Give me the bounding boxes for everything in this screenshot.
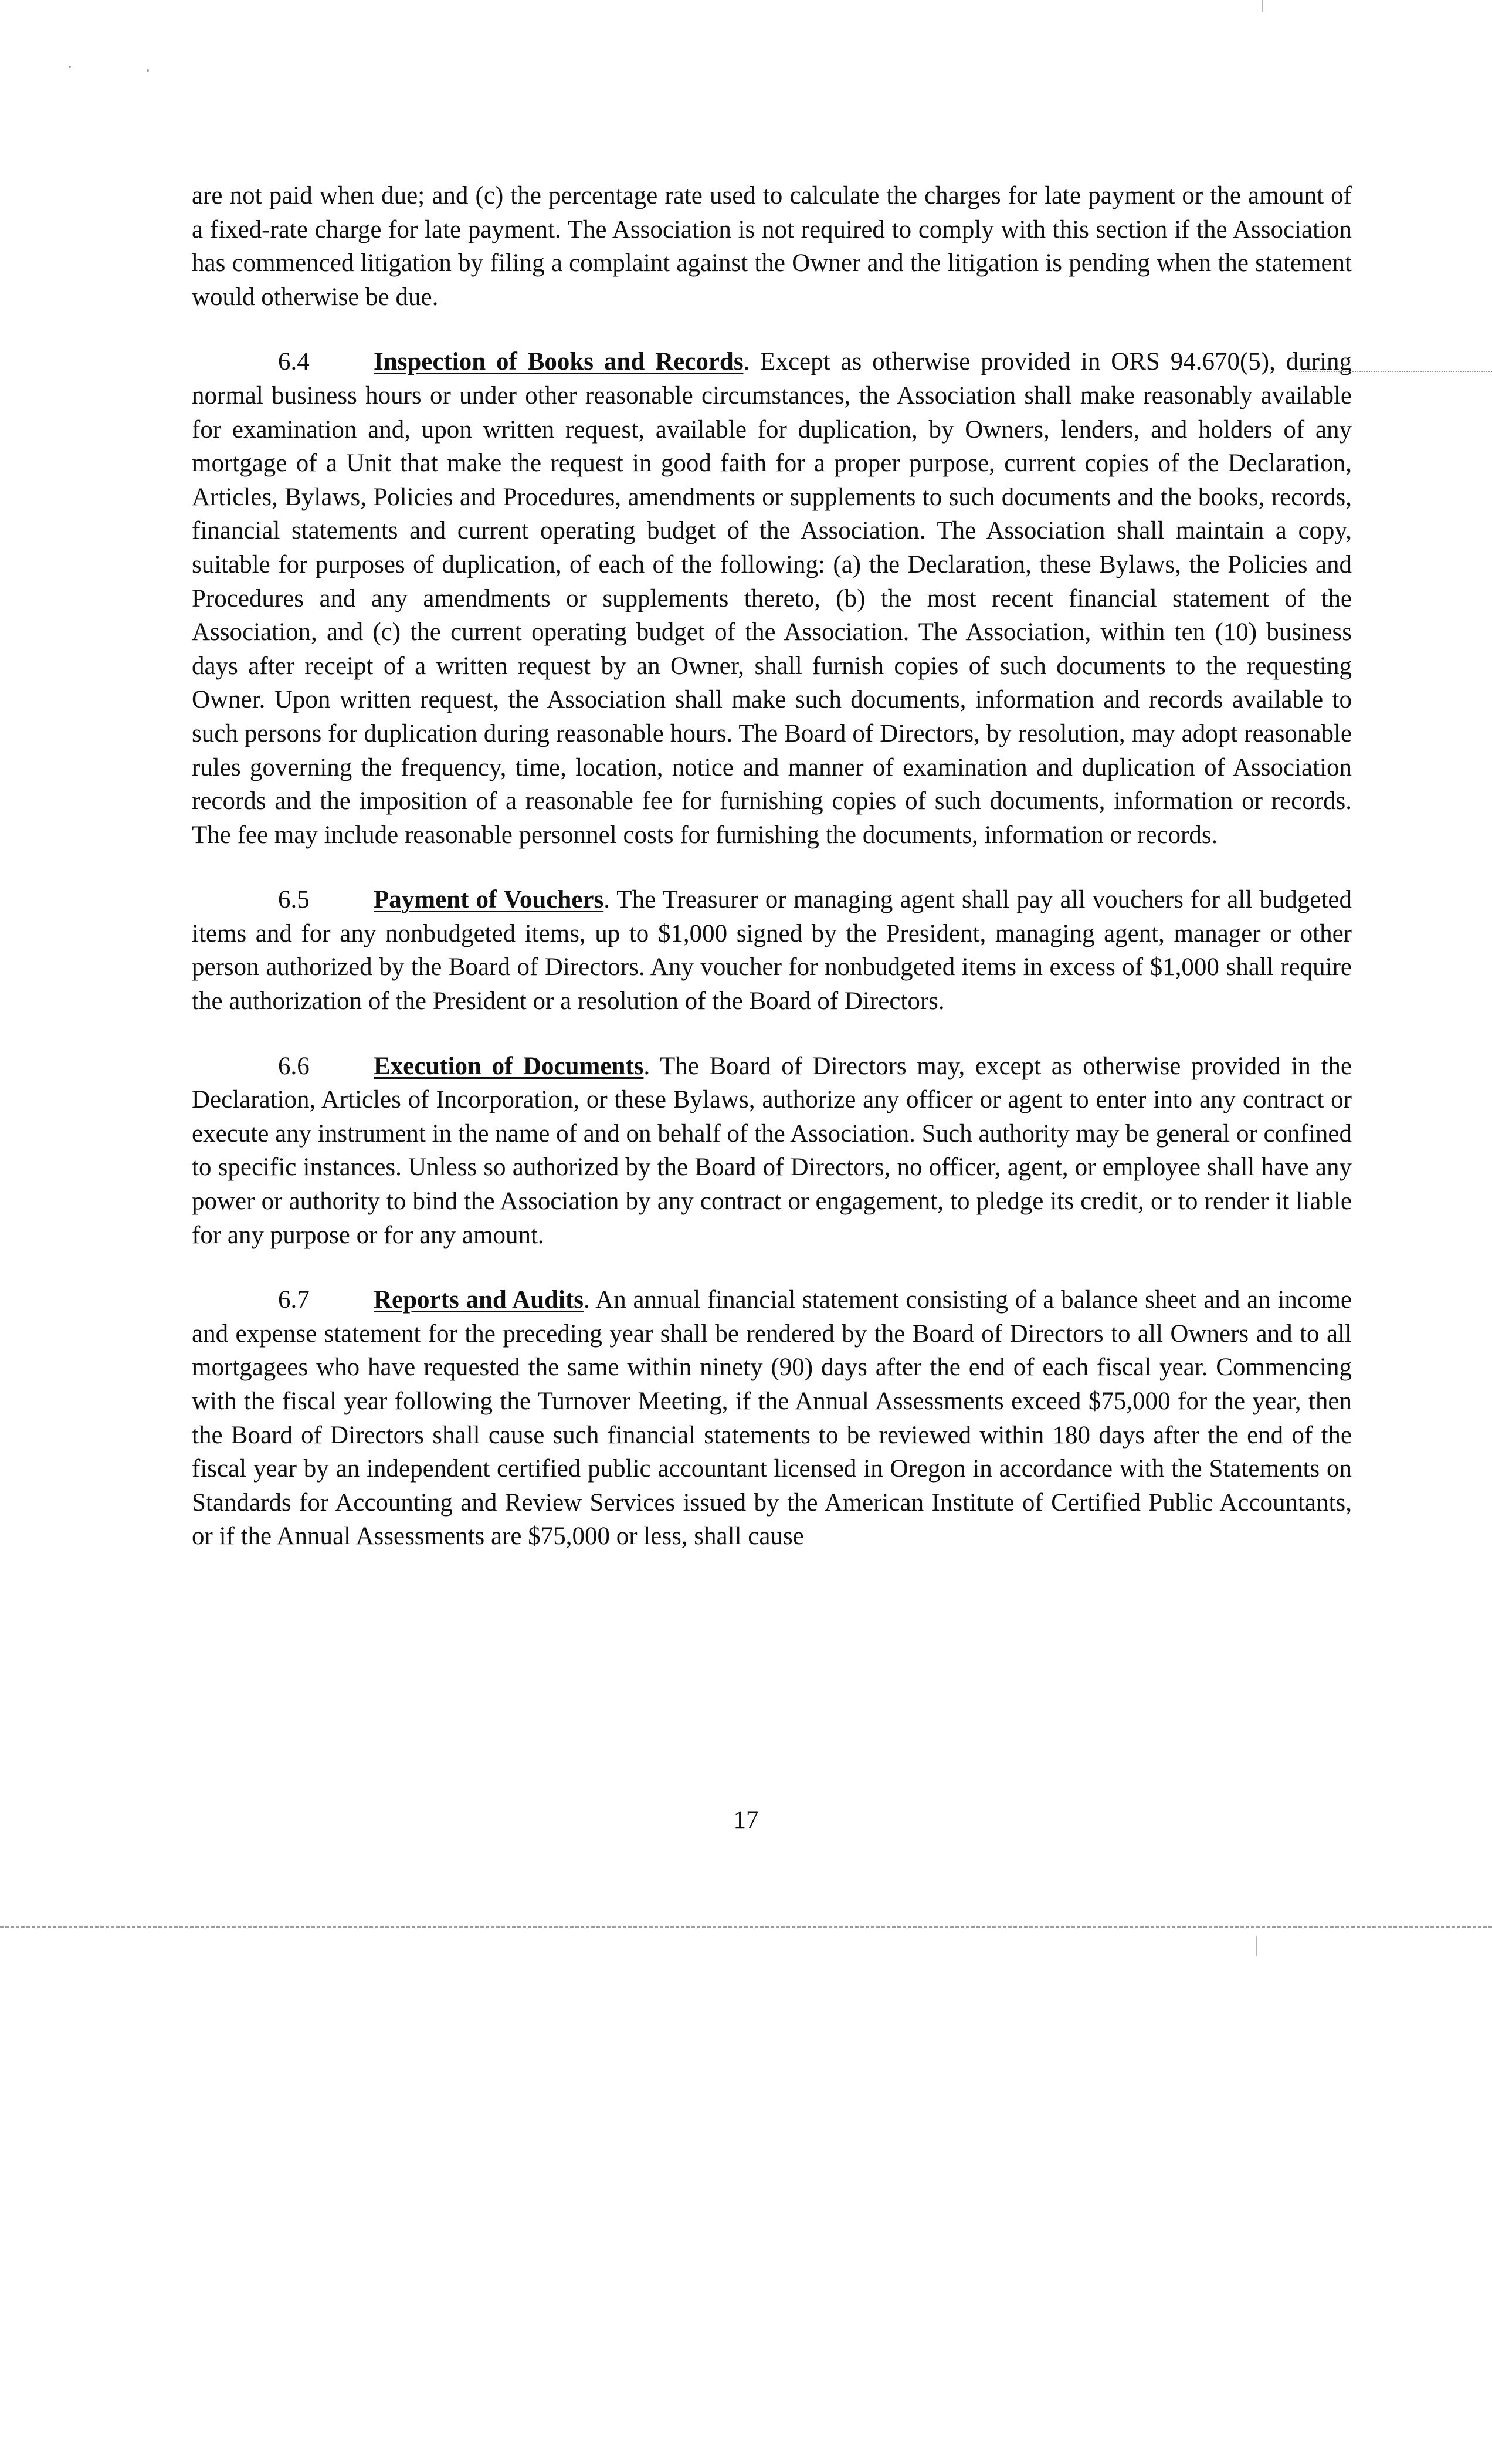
scan-speck bbox=[147, 69, 149, 72]
section-title: Execution of Documents bbox=[374, 1052, 644, 1080]
section-number: 6.4 bbox=[278, 348, 310, 376]
scan-speck bbox=[69, 66, 71, 68]
section-title: Inspection of Books and Records bbox=[374, 348, 744, 376]
section-number: 6.7 bbox=[278, 1286, 310, 1314]
section-title: Reports and Audits bbox=[374, 1286, 584, 1314]
scan-mark-bottom bbox=[1256, 1936, 1257, 1956]
scan-artifact-line bbox=[1299, 371, 1492, 372]
section-text: . The Board of Directors may, except as otherwise provided in the Declaration, Articles of Incorporation, or these Bylaws, authorize any officer or agent to enter into any contract or execute any instrument in the name of and on behalf of the Association. Such authority may be general or confined to specific instances. Unless so authorized by the Board of Directors, no officer, agent, or employee shall have any power or authority to bind the Association by any contract or engagement, to pledge its credit, or to render it liable for any purpose or for any amount. bbox=[192, 1052, 1352, 1249]
body-text bbox=[192, 179, 1352, 1553]
section-6-7 bbox=[192, 1283, 1352, 1553]
section-text: . The Treasurer or managing agent shall pay all vouchers for all budgeted items and for any nonbudgeted items, up to $1,000 signed by the President, managing agent, manager or other person authorized by the Board of Directors. Any voucher for nonbudgeted items in excess of $1,000 shall require the authorization of the President or a resolution of the Board of Directors. bbox=[192, 886, 1352, 1016]
section-6-6 bbox=[192, 1050, 1352, 1253]
paragraph-continuation bbox=[192, 179, 1352, 314]
scan-page-edge bbox=[0, 1926, 1492, 1928]
scan-mark-top bbox=[1262, 0, 1263, 12]
section-6-4 bbox=[192, 345, 1352, 852]
section-title: Payment of Vouchers bbox=[374, 886, 604, 914]
paragraph-text: are not paid when due; and (c) the percentage rate used to calculate the charges for late payment or the amount of a fixed-rate charge for late payment. The Association is not required to comply with this section if the Association has commenced litigation by filing a complaint against the Owner and the litigation is pending when the statement would otherwise be due. bbox=[192, 182, 1352, 311]
page-number: 17 bbox=[733, 1806, 759, 1834]
section-number: 6.5 bbox=[278, 886, 310, 914]
section-number: 6.6 bbox=[278, 1052, 310, 1080]
section-text: . An annual financial statement consisting of a balance sheet and an income and expense statement for the preceding year shall be rendered by the Board of Directors to all Owners and to all mortgagees who have requested the same within ninety (90) days after the end of each fiscal year. Commencing with the fiscal year following the Turnover Meeting, if the Annual Assessments exceed $75,000 for the year, then the Board of Directors shall cause such financial statements to be reviewed within 180 days after the end of the fiscal year by an independent certified public accountant licensed in Oregon in accordance with the Statements on Standards for Accounting and Review Services issued by the American Institute of Certified Public Accountants, or if the Annual Assessments are $75,000 or less, shall cause bbox=[192, 1286, 1352, 1551]
section-6-5 bbox=[192, 883, 1352, 1018]
section-text: . Except as otherwise provided in ORS 94.670(5), during normal business hours or under other reasonable circumstances, the Association shall make reasonably available for examination and, upon written request, available for duplication, by Owners, lenders, and holders of any mortgage of a Unit that make the request in good faith for a proper purpose, current copies of the Declaration, Articles, Bylaws, Policies and Procedures, amendments or supplements to such documents and the books, records, financial statements and current operating budget of the Association. The Association shall maintain a copy, suitable for purposes of duplication, of each of the following: (a) the Declaration, these Bylaws, the Policies and Procedures and any amendments or supplements thereto, (b) the most recent financial statement of the Association, and (c) the current operating budget of the Association. The Association, within ten (10) business days after receipt of a written request by an Owner, shall furnish copies of such documents to the requesting Owner. Upon written request, the Association shall make such documents, information and records available to such persons for duplication during reasonable hours. The Board of Directors, by resolution, may adopt reasonable rules governing the frequency, time, location, notice and manner of examination and duplication of Association records and the imposition of a reasonable fee for furnishing copies of such documents, information or records. The fee may include reasonable personnel costs for furnishing the documents, information or records. bbox=[192, 348, 1352, 849]
